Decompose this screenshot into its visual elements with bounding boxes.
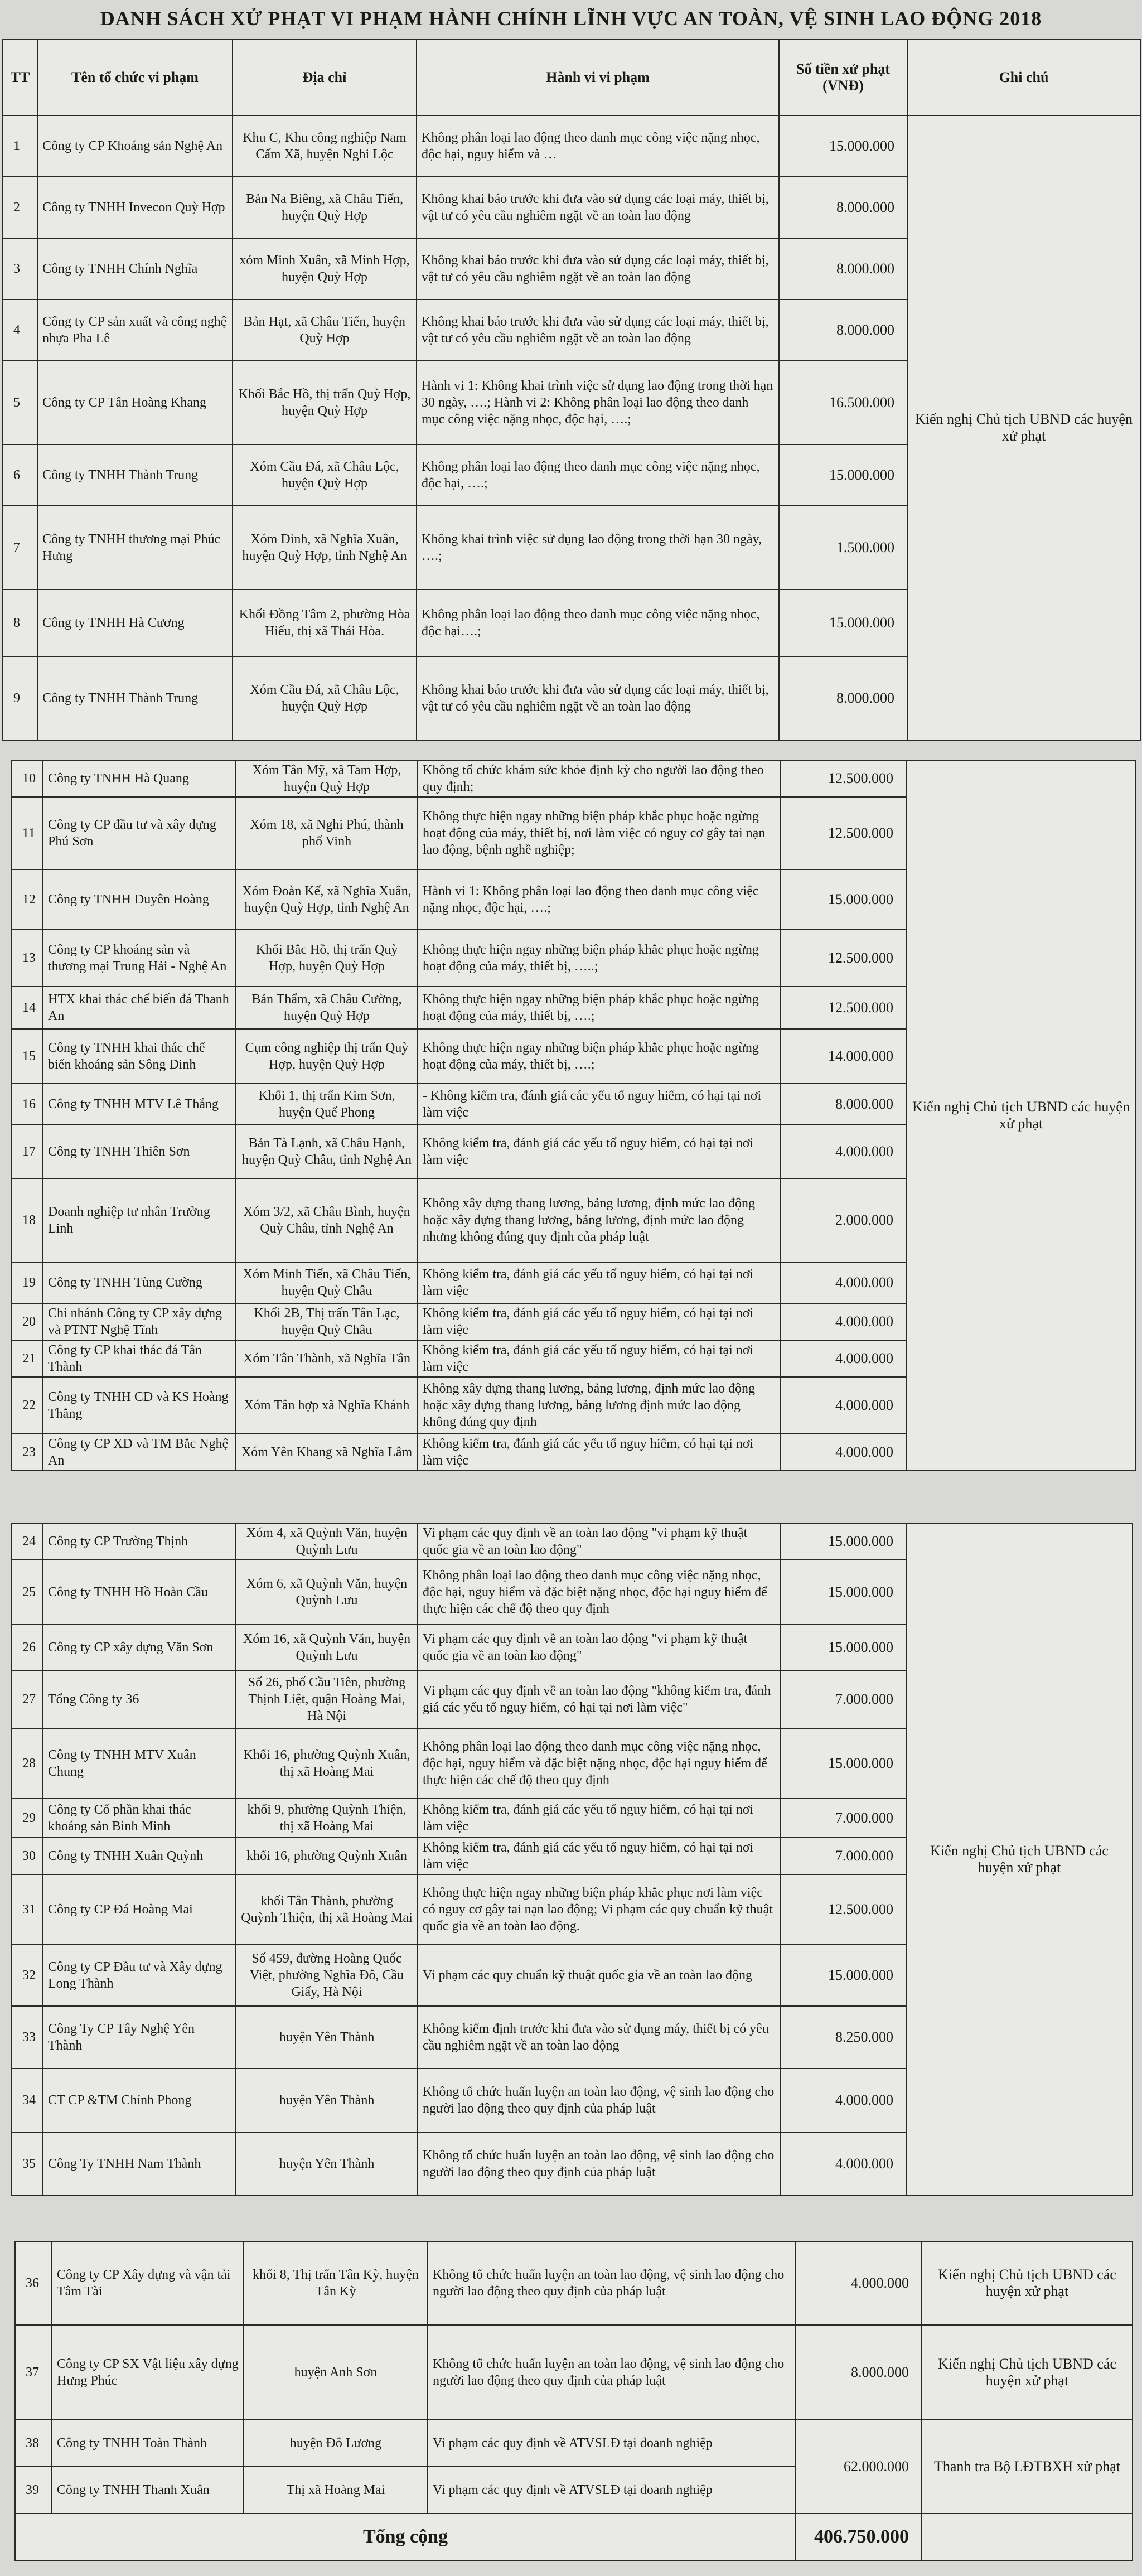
row-org: Công ty CP Trường Thịnh <box>43 1523 236 1560</box>
row-act: Không kiểm tra, đánh giá các yếu tố nguy hiểm, có hại tại nơi làm việc <box>418 1262 780 1303</box>
row-tt: 16 <box>12 1084 43 1125</box>
row-tt: 2 <box>3 177 37 238</box>
row-addr: Xóm Tân hợp xã Nghĩa Khánh <box>236 1377 418 1434</box>
row-org: Công ty CP Đầu tư và Xây dựng Long Thành <box>43 1945 236 2006</box>
row-fine: 8.000.000 <box>779 238 907 299</box>
row-fine: 7.000.000 <box>780 1838 906 1874</box>
row-tt: 32 <box>12 1945 43 2006</box>
row-addr: Xóm Minh Tiến, xã Châu Tiến, huyện Quỳ Châu <box>236 1262 418 1303</box>
row-note: Kiến nghị Chủ tịch UBND các huyện xử phạt <box>906 760 1136 1471</box>
row-addr: Xóm Tân Thành, xã Nghĩa Tân <box>236 1340 418 1377</box>
row-org: Công Ty CP Tây Nghệ Yên Thành <box>43 2006 236 2068</box>
row-note: Kiến nghị Chủ tịch UBND các huyện xử phạt <box>906 1523 1133 2196</box>
row-act: Không xây dựng thang lương, bảng lương, định mức lao động hoặc xây dựng thang lương, bảng lương, định mức lao động nhưng không đúng quy định của pháp luật <box>418 1178 780 1262</box>
row-fine: 4.000.000 <box>780 1303 906 1340</box>
row-act: Không kiểm tra, đánh giá các yếu tố nguy hiểm, có hại tại nơi làm việc <box>418 1434 780 1471</box>
row-tt: 28 <box>12 1728 43 1799</box>
row-org: Công ty TNHH Xuân Quỳnh <box>43 1838 236 1874</box>
row-fine: 16.500.000 <box>779 361 907 444</box>
row-tt: 5 <box>3 361 37 444</box>
row-fine: 1.500.000 <box>779 506 907 589</box>
row-addr: Xóm 18, xã Nghi Phú, thành phố Vinh <box>236 797 418 869</box>
row-org: Công ty CP khoáng sản và thương mại Trung Hải - Nghệ An <box>43 930 236 987</box>
table-row <box>12 760 1136 797</box>
row-act: Vi phạm các quy định về an toàn lao động "không kiểm tra, đánh giá các yếu tố nguy hiểm, có hại tại nơi làm việc" <box>418 1670 780 1728</box>
row-act: Không khai báo trước khi đưa vào sử dụng các loại máy, thiết bị, vật tư có yêu cầu nghiêm ngặt về an toàn lao động <box>417 299 779 361</box>
row-act: Hành vi 1: Không phân loại lao động theo danh mục công việc nặng nhọc, độc hại, ….; <box>418 869 780 930</box>
header-note: Ghi chú <box>907 40 1140 115</box>
violation-table-1 <box>2 39 1141 741</box>
row-fine: 15.000.000 <box>780 1560 906 1625</box>
table-sheet-4 <box>14 2241 1132 2561</box>
row-addr: huyện Yên Thành <box>236 2132 418 2196</box>
row-fine: 15.000.000 <box>779 444 907 506</box>
row-addr: Bản Na Biêng, xã Châu Tiến, huyện Quỳ Hợp <box>233 177 417 238</box>
row-tt: 23 <box>12 1434 43 1471</box>
row-tt: 10 <box>12 760 43 797</box>
row-addr: Số 26, phố Cầu Tiên, phường Thịnh Liệt, quận Hoàng Mai, Hà Nội <box>236 1670 418 1728</box>
row-org: Công ty CP Đá Hoàng Mai <box>43 1874 236 1945</box>
row-act: Không xây dựng thang lương, bảng lương, định mức lao động hoặc xây dựng thang lương, bảng lương định mức lao động không đúng quy định <box>418 1377 780 1434</box>
row-fine: 62.000.000 <box>796 2420 922 2514</box>
row-fine: 8.000.000 <box>779 177 907 238</box>
row-tt: 12 <box>12 869 43 930</box>
row-act: Không thực hiện ngay những biện pháp khắc phục hoặc ngừng hoạt động của máy, thiết bị, ….; <box>418 987 780 1029</box>
row-org: Công ty TNHH Hà Quang <box>43 760 236 797</box>
row-act: Không kiểm định trước khi đưa vào sử dụng máy, thiết bị có yêu cầu nghiêm ngặt về an toàn lao động <box>418 2006 780 2068</box>
row-fine: 12.500.000 <box>780 987 906 1029</box>
row-org: Công ty TNHH khai thác chế biến khoáng sản Sông Dinh <box>43 1029 236 1084</box>
row-tt: 1 <box>3 115 37 177</box>
row-org: Công ty CP xây dựng Văn Sơn <box>43 1625 236 1670</box>
table-sheet-3 <box>11 1523 1132 2196</box>
row-tt: 34 <box>12 2068 43 2132</box>
row-addr: Khối Bắc Hồ, thị trấn Quỳ Hợp, huyện Quỳ Hợp <box>233 361 417 444</box>
row-tt: 39 <box>15 2467 52 2514</box>
row-tt: 3 <box>3 238 37 299</box>
violation-table-4 <box>14 2241 1133 2561</box>
violation-table-2 <box>11 760 1136 1471</box>
row-act: Không tổ chức huấn luyện an toàn lao động, vệ sinh lao động cho người lao động theo quy định của pháp luật <box>418 2132 780 2196</box>
row-fine: 15.000.000 <box>780 1523 906 1560</box>
row-tt: 19 <box>12 1262 43 1303</box>
row-act: Không phân loại lao động theo danh mục công việc nặng nhọc, độc hại, ….; <box>417 444 779 506</box>
row-tt: 8 <box>3 589 37 656</box>
row-fine: 4.000.000 <box>780 1434 906 1471</box>
row-org: Công ty TNHH Thành Trung <box>37 444 233 506</box>
row-org: Công ty TNHH Thanh Xuân <box>52 2467 244 2514</box>
row-act: Không kiểm tra, đánh giá các yếu tố nguy hiểm, có hại tại nơi làm việc <box>418 1838 780 1874</box>
row-org: CT CP &TM Chính Phong <box>43 2068 236 2132</box>
row-org: Công ty TNHH Invecon Quỳ Hợp <box>37 177 233 238</box>
row-org: Công Ty TNHH Nam Thành <box>43 2132 236 2196</box>
row-fine: 8.000.000 <box>779 299 907 361</box>
row-tt: 9 <box>3 656 37 740</box>
row-tt: 37 <box>15 2325 52 2420</box>
row-tt: 33 <box>12 2006 43 2068</box>
row-tt: 38 <box>15 2420 52 2467</box>
row-addr: xóm Minh Xuân, xã Minh Hợp, huyện Quỳ Hợp <box>233 238 417 299</box>
row-tt: 7 <box>3 506 37 589</box>
row-addr: Khối 2B, Thị trấn Tân Lạc, huyện Quỳ Châu <box>236 1303 418 1340</box>
row-act: Vi phạm các quy định về ATVSLĐ tại doanh nghiệp <box>428 2420 796 2467</box>
table-row <box>12 1523 1133 1560</box>
row-act: Không thực hiện ngay những biện pháp khắc phục hoặc ngừng hoạt động của máy, thiết bị, nơi làm việc có nguy cơ gây tai nạn lao động, bệnh nghề nghiệp; <box>418 797 780 869</box>
total-label: Tổng cộng <box>15 2514 796 2560</box>
table-row <box>15 2420 1133 2467</box>
row-act: Không kiểm tra, đánh giá các yếu tố nguy hiểm, có hại tại nơi làm việc <box>418 1799 780 1838</box>
row-addr: Xóm Đoàn Kế, xã Nghĩa Xuân, huyện Quỳ Hợp, tỉnh Nghệ An <box>236 869 418 930</box>
row-fine: 15.000.000 <box>780 1625 906 1670</box>
row-act: Không khai báo trước khi đưa vào sử dụng các loại máy, thiết bị, vật tư có yêu cầu nghiêm ngặt về an toàn lao động <box>417 238 779 299</box>
row-addr: Cụm công nghiệp thị trấn Quỳ Hợp, huyện Quỳ Hợp <box>236 1029 418 1084</box>
row-tt: 11 <box>12 797 43 869</box>
header-tt: TT <box>3 40 37 115</box>
row-fine: 15.000.000 <box>780 1728 906 1799</box>
row-fine: 8.000.000 <box>779 656 907 740</box>
row-org: Công ty TNHH MTV Xuân Chung <box>43 1728 236 1799</box>
row-tt: 18 <box>12 1178 43 1262</box>
row-fine: 15.000.000 <box>780 1945 906 2006</box>
row-addr: khối 16, phường Quỳnh Xuân <box>236 1838 418 1874</box>
row-org: Công ty TNHH Tùng Cường <box>43 1262 236 1303</box>
row-tt: 20 <box>12 1303 43 1340</box>
row-addr: Xóm Tân Mỹ, xã Tam Hợp, huyện Quỳ Hợp <box>236 760 418 797</box>
row-addr: Xóm Yên Khang xã Nghĩa Lâm <box>236 1434 418 1471</box>
row-org: Doanh nghiệp tư nhân Trường Linh <box>43 1178 236 1262</box>
row-fine: 15.000.000 <box>779 115 907 177</box>
header-act: Hành vi vi phạm <box>417 40 779 115</box>
row-fine: 12.500.000 <box>780 1874 906 1945</box>
row-fine: 4.000.000 <box>780 2068 906 2132</box>
row-org: HTX khai thác chế biến đá Thanh An <box>43 987 236 1029</box>
row-tt: 14 <box>12 987 43 1029</box>
row-fine: 14.000.000 <box>780 1029 906 1084</box>
row-act: Không tổ chức khám sức khỏe định kỳ cho người lao động theo quy định; <box>418 760 780 797</box>
row-org: Công ty TNHH Thiên Sơn <box>43 1125 236 1178</box>
row-tt: 15 <box>12 1029 43 1084</box>
total-row <box>15 2514 1133 2560</box>
row-tt: 24 <box>12 1523 43 1560</box>
row-act: Không kiểm tra, đánh giá các yếu tố nguy hiểm, có hại tại nơi làm việc <box>418 1340 780 1377</box>
row-tt: 31 <box>12 1874 43 1945</box>
row-fine: 7.000.000 <box>780 1670 906 1728</box>
row-tt: 26 <box>12 1625 43 1670</box>
row-act: Không thực hiện ngay những biện pháp khắc phục hoặc ngừng hoạt động của máy, thiết bị, …..; <box>418 930 780 987</box>
row-addr: Bản Thẩm, xã Châu Cường, huyện Quỳ Hợp <box>236 987 418 1029</box>
row-org: Chi nhánh Công ty CP xây dựng và PTNT Nghệ Tĩnh <box>43 1303 236 1340</box>
row-org: Công ty TNHH Toàn Thành <box>52 2420 244 2467</box>
row-tt: 21 <box>12 1340 43 1377</box>
row-fine: 2.000.000 <box>780 1178 906 1262</box>
row-act: Không phân loại lao động theo danh mục công việc nặng nhọc, độc hại, nguy hiểm và … <box>417 115 779 177</box>
row-org: Công ty TNHH Duyên Hoàng <box>43 869 236 930</box>
row-note: Kiến nghị Chủ tịch UBND các huyện xử phạt <box>922 2325 1133 2420</box>
row-addr: huyện Yên Thành <box>236 2068 418 2132</box>
row-act: Không khai báo trước khi đưa vào sử dụng các loại máy, thiết bị, vật tư có yêu cầu nghiêm ngặt về an toàn lao động <box>417 656 779 740</box>
table-sheet-1 <box>2 39 1140 741</box>
row-act: Vi phạm các quy định về an toàn lao động "vi phạm kỹ thuật quốc gia về an toàn lao động" <box>418 1523 780 1560</box>
row-tt: 36 <box>15 2241 52 2325</box>
row-fine: 4.000.000 <box>780 1262 906 1303</box>
row-addr: huyện Yên Thành <box>236 2006 418 2068</box>
row-addr: Khối Đồng Tâm 2, phường Hòa Hiếu, thị xã Thái Hòa. <box>233 589 417 656</box>
row-tt: 25 <box>12 1560 43 1625</box>
row-note: Kiến nghị Chủ tịch UBND các huyện xử phạt <box>907 115 1140 740</box>
row-org: Công ty TNHH CD và KS Hoàng Thắng <box>43 1377 236 1434</box>
row-addr: Xóm Cầu Đá, xã Châu Lộc, huyện Quỳ Hợp <box>233 656 417 740</box>
row-tt: 17 <box>12 1125 43 1178</box>
row-addr: Bản Tà Lạnh, xã Châu Hạnh, huyện Quỳ Châu, tỉnh Nghệ An <box>236 1125 418 1178</box>
row-addr: Xóm 6, xã Quỳnh Văn, huyện Quỳnh Lưu <box>236 1560 418 1625</box>
row-tt: 22 <box>12 1377 43 1434</box>
header-addr: Địa chỉ <box>233 40 417 115</box>
row-act: Không phân loại lao động theo danh mục công việc nặng nhọc, độc hại, nguy hiểm và đặc biệt nặng nhọc, độc hại nguy hiểm để thực hiện các chế độ theo quy định <box>418 1560 780 1625</box>
row-act: Không kiểm tra, đánh giá các yếu tố nguy hiểm, có hại tại nơi làm việc <box>418 1125 780 1178</box>
row-act: Hành vi 1: Không khai trình việc sử dụng lao động trong thời hạn 30 ngày, ….; Hành vi 2: Không phân loại lao động theo danh mục công việc nặng nhọc, độc hại, ….; <box>417 361 779 444</box>
row-org: Công ty TNHH Hồ Hoàn Cầu <box>43 1560 236 1625</box>
row-addr: Xóm 4, xã Quỳnh Văn, huyện Quỳnh Lưu <box>236 1523 418 1560</box>
row-org: Công ty Cổ phần khai thác khoáng sản Bình Minh <box>43 1799 236 1838</box>
row-fine: 8.250.000 <box>780 2006 906 2068</box>
row-act: Không thực hiện ngay những biện pháp khắc phục nơi làm việc có nguy cơ gây tai nạn lao động; Vi phạm các quy chuẩn kỹ thuật quốc gia về an toàn lao động. <box>418 1874 780 1945</box>
row-act: Không khai trình việc sử dụng lao động trong thời hạn 30 ngày, ….; <box>417 506 779 589</box>
row-fine: 4.000.000 <box>780 1125 906 1178</box>
row-org: Công ty CP XD và TM Bắc Nghệ An <box>43 1434 236 1471</box>
row-org: Công ty CP Xây dựng và vận tải Tâm Tài <box>52 2241 244 2325</box>
row-addr: Xóm Dinh, xã Nghĩa Xuân, huyện Quỳ Hợp, tỉnh Nghệ An <box>233 506 417 589</box>
row-org: Tổng Công ty 36 <box>43 1670 236 1728</box>
row-fine: 12.500.000 <box>780 760 906 797</box>
row-org: Công ty TNHH thương mại Phúc Hưng <box>37 506 233 589</box>
row-org: Công ty TNHH MTV Lê Thắng <box>43 1084 236 1125</box>
table-row <box>15 2325 1133 2420</box>
row-addr: Khu C, Khu công nghiệp Nam Cấm Xã, huyện Nghi Lộc <box>233 115 417 177</box>
row-fine: 4.000.000 <box>780 2132 906 2196</box>
row-act: Không thực hiện ngay những biện pháp khắc phục hoặc ngừng hoạt động của máy, thiết bị, ….; <box>418 1029 780 1084</box>
row-tt: 29 <box>12 1799 43 1838</box>
row-tt: 27 <box>12 1670 43 1728</box>
row-org: Công ty TNHH Thành Trung <box>37 656 233 740</box>
row-fine: 4.000.000 <box>780 1377 906 1434</box>
row-act: Không tổ chức huấn luyện an toàn lao động, vệ sinh lao động cho người lao động theo quy định của pháp luật <box>418 2068 780 2132</box>
document-title: DANH SÁCH XỬ PHẠT VI PHẠM HÀNH CHÍNH LĨNH VỰC AN TOÀN, VỆ SINH LAO ĐỘNG 2018 <box>100 7 1042 30</box>
row-org: Công ty CP Khoáng sản Nghệ An <box>37 115 233 177</box>
row-act: Không tổ chức huấn luyện an toàn lao động, vệ sinh lao động cho người lao động theo quy định của pháp luật <box>428 2241 796 2325</box>
row-org: Công ty TNHH Hà Cương <box>37 589 233 656</box>
row-org: Công ty CP sản xuất và công nghệ nhựa Pha Lê <box>37 299 233 361</box>
table-row <box>15 2241 1133 2325</box>
row-addr: Xóm 16, xã Quỳnh Văn, huyện Quỳnh Lưu <box>236 1625 418 1670</box>
row-act: Không kiểm tra, đánh giá các yếu tố nguy hiểm, có hại tại nơi làm việc <box>418 1303 780 1340</box>
total-amount: 406.750.000 <box>796 2514 922 2560</box>
row-tt: 35 <box>12 2132 43 2196</box>
row-tt: 13 <box>12 930 43 987</box>
row-addr: Khối 16, phường Quỳnh Xuân, thị xã Hoàng Mai <box>236 1728 418 1799</box>
row-addr: khối Tân Thành, phường Quỳnh Thiện, thị xã Hoàng Mai <box>236 1874 418 1945</box>
row-fine: 7.000.000 <box>780 1799 906 1838</box>
row-fine: 4.000.000 <box>780 1340 906 1377</box>
row-addr: Khối Bắc Hồ, thị trấn Quỳ Hợp, huyện Quỳ Hợp <box>236 930 418 987</box>
row-act: Không phân loại lao động theo danh mục công việc nặng nhọc, độc hại….; <box>417 589 779 656</box>
row-tt: 6 <box>3 444 37 506</box>
row-addr: Số 459, đường Hoàng Quốc Việt, phường Nghĩa Đô, Cầu Giấy, Hà Nội <box>236 1945 418 2006</box>
row-fine: 15.000.000 <box>780 869 906 930</box>
row-addr: Xóm 3/2, xã Châu Bình, huyện Quỳ Châu, tỉnh Nghệ An <box>236 1178 418 1262</box>
row-note: Kiến nghị Chủ tịch UBND các huyện xử phạt <box>922 2241 1133 2325</box>
row-fine: 12.500.000 <box>780 797 906 869</box>
violation-table-3 <box>11 1523 1133 2196</box>
row-addr: Khối 1, thị trấn Kim Sơn, huyện Quế Phong <box>236 1084 418 1125</box>
row-act: - Không kiểm tra, đánh giá các yếu tố nguy hiểm, có hại tại nơi làm việc <box>418 1084 780 1125</box>
row-addr: Thị xã Hoàng Mai <box>244 2467 428 2514</box>
row-fine: 4.000.000 <box>796 2241 922 2325</box>
row-addr: Bản Hạt, xã Châu Tiến, huyện Quỳ Hợp <box>233 299 417 361</box>
table-row <box>3 115 1140 177</box>
row-org: Công ty CP SX Vật liệu xây dựng Hưng Phúc <box>52 2325 244 2420</box>
row-act: Vi phạm các quy chuẩn kỹ thuật quốc gia về an toàn lao động <box>418 1945 780 2006</box>
row-tt: 30 <box>12 1838 43 1874</box>
row-org: Công ty CP đầu tư và xây dựng Phú Sơn <box>43 797 236 869</box>
row-addr: huyện Đô Lương <box>244 2420 428 2467</box>
row-org: Công ty CP Tân Hoàng Khang <box>37 361 233 444</box>
row-addr: khối 9, phường Quỳnh Thiện, thị xã Hoàng Mai <box>236 1799 418 1838</box>
row-note: Thanh tra Bộ LĐTBXH xử phạt <box>922 2420 1133 2514</box>
row-org: Công ty CP khai thác đá Tân Thành <box>43 1340 236 1377</box>
row-addr: khối 8, Thị trấn Tân Kỳ, huyện Tân Kỳ <box>244 2241 428 2325</box>
row-addr: Xóm Cầu Đá, xã Châu Lộc, huyện Quỳ Hợp <box>233 444 417 506</box>
row-fine: 12.500.000 <box>780 930 906 987</box>
row-fine: 8.000.000 <box>796 2325 922 2420</box>
row-org: Công ty TNHH Chính Nghĩa <box>37 238 233 299</box>
total-note <box>922 2514 1133 2560</box>
header-org: Tên tổ chức vi phạm <box>37 40 233 115</box>
row-fine: 15.000.000 <box>779 589 907 656</box>
row-act: Không phân loại lao động theo danh mục công việc nặng nhọc, độc hại, nguy hiểm và đặc biệt nặng nhọc, độc hại nguy hiểm để thực hiện các chế độ theo quy định <box>418 1728 780 1799</box>
row-act: Không tổ chức huấn luyện an toàn lao động, vệ sinh lao động cho người lao động theo quy định của pháp luật <box>428 2325 796 2420</box>
row-act: Vi phạm các quy định về an toàn lao động "vi phạm kỹ thuật quốc gia về an toàn lao động" <box>418 1625 780 1670</box>
row-act: Không khai báo trước khi đưa vào sử dụng các loại máy, thiết bị, vật tư có yêu cầu nghiêm ngặt về an toàn lao động <box>417 177 779 238</box>
table-sheet-2 <box>11 760 1135 1471</box>
row-fine: 8.000.000 <box>780 1084 906 1125</box>
row-act: Vi phạm các quy định về ATVSLĐ tại doanh nghiệp <box>428 2467 796 2514</box>
header-fine: Số tiền xử phạt (VNĐ) <box>779 40 907 115</box>
row-addr: huyện Anh Sơn <box>244 2325 428 2420</box>
row-tt: 4 <box>3 299 37 361</box>
